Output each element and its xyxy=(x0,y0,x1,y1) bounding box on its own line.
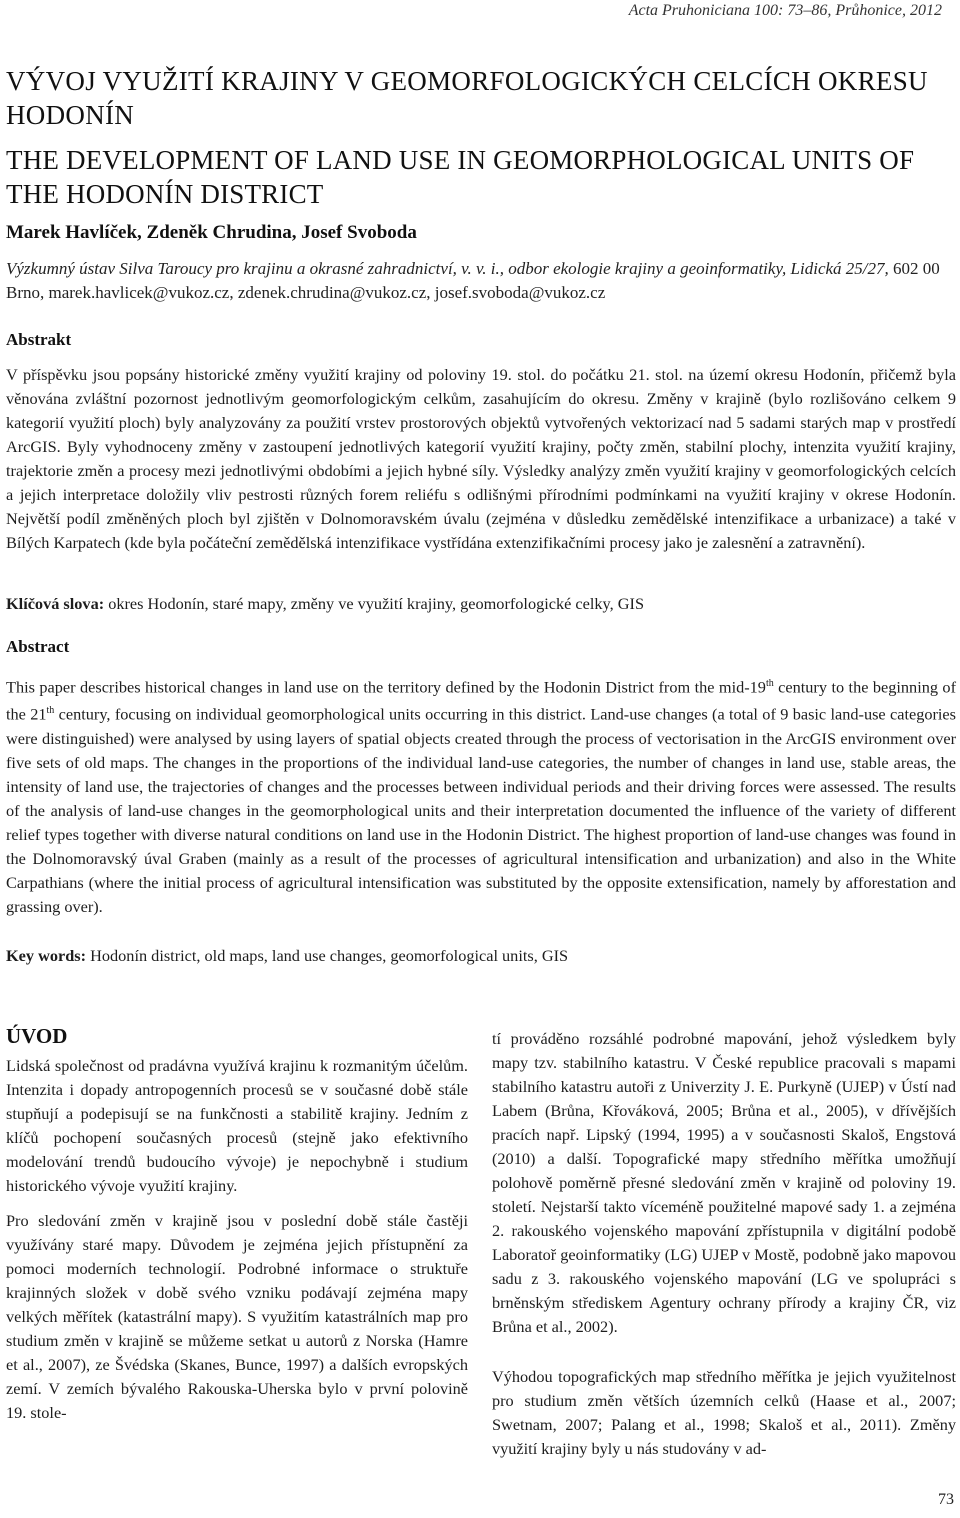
key-words-text: Hodonín district, old maps, land use changes, geomorfological units, GIS xyxy=(90,946,569,965)
key-words-label: Key words: xyxy=(6,946,87,965)
abstract-sup2: th xyxy=(46,705,55,717)
affiliation-department: odbor ekologie krajiny a geoinformatiky, Lidická 25/27, xyxy=(508,259,889,278)
abstrakt-heading: Abstrakt xyxy=(6,330,72,349)
klicova-slova-label: Klíčová slova: xyxy=(6,594,105,613)
abstract-text-part1: This paper describes historical changes in land use on the territory defined by the Hodonin District from the mid-19 xyxy=(6,677,766,697)
abstract-text xyxy=(6,672,956,919)
abstract-text-part2: century to the beginning of the 21 xyxy=(6,677,956,724)
affiliation xyxy=(6,257,960,305)
affiliation-institution: Výzkumný ústav Silva Taroucy pro krajinu a okrasné zahradnictví, v. v. i., xyxy=(6,259,504,278)
abstract-heading: Abstract xyxy=(6,637,70,656)
title-english: THE DEVELOPMENT OF LAND USE IN GEOMORPHOLOGICAL UNITS OF THE HODONÍN DISTRICT xyxy=(6,145,915,209)
uvod-left-paragraph-2: Pro sledování změn v krajině jsou v poslední době stále častěji využívány staré mapy. Důvodem je zejména jejich přístupnění za pomoci moderních technologií. Podrobné informace o struktuře krajinných složek v době svého vzniku podávají zejména mapy velkých měřítek (katastrální mapy). S využitím katastrálních map pro studium změn v krajině se můžeme setkat u autorů z Norska (Hamre et al., 2007), ze Švédska (Skanes, Bunce, 1997) a dalších evropských zemí. V zemích bývalého Rakouska-Uherska bylo v první polovině 19. stole- xyxy=(6,1211,468,1422)
uvod-right-paragraph-1: tí prováděno rozsáhlé podrobné mapování, jehož výsledkem byly mapy tzv. stabilního katastru. V České republice pracovali s mapami stabilního katastru autoři z Univerzity J. E. Purkyně (UJEP) v Ústí nad Labem (Brůna, Křováková, 2005; Brůna et al., 2005), v dřívějších pracích např. Lipský (1994, 1995) a v současnosti Skaloš, Engstová (2010) a další. Topografické mapy středního měřítka umožňují polohově poměrně přesné sledování změn v krajině od poloviny 19. století. Nejstarší takto víceméně použitelné mapové sady 1. a zejména 2. rakouského vojenského mapování zpřístupnila v digitální podobě Laboratoř geoinformatiky (LG) UJEP v Mostě, podobně jako mapovou sadu z 3. rakouského vojenského mapování (LG ve spolupráci s brněnským střediskem Agentury ochrany přírody a krajiny ČR, viz Brůna et al., 2002). xyxy=(492,1029,956,1336)
affiliation-contact: 602 00 Brno, marek.havlicek@vukoz.cz, zdenek.chrudina@vukoz.cz, josef.svoboda@vukoz.cz xyxy=(6,259,940,302)
klicova-slova-text: okres Hodonín, staré mapy, změny ve využití krajiny, geomorfologické celky, GIS xyxy=(108,594,644,613)
key-words xyxy=(6,944,956,968)
running-head: Acta Pruhoniciana 100: 73–86, Průhonice, 2012 xyxy=(628,2,942,19)
authors: Marek Havlíček, Zdeněk Chrudina, Josef Svoboda xyxy=(6,222,417,243)
page-number: 73 xyxy=(938,1491,954,1508)
uvod-heading: ÚVOD xyxy=(6,1024,68,1048)
title-czech: VÝVOJ VYUŽITÍ KRAJINY V GEOMORFOLOGICKÝCH CELCÍCH OKRESU HODONÍN xyxy=(6,66,928,130)
klicova-slova xyxy=(6,592,956,616)
abstrakt-text: V příspěvku jsou popsány historické změny využití krajiny od poloviny 19. stol. do počátku 21. stol. na území okresu Hodonín, přičemž byla věnována zvláštní pozornost jednotlivým geomorfologickým celkům, zasahujícím do okresu. Změny v krajině (bylo rozlišováno celkem 9 kategorií využití ploch) byly analyzovány za použití vrstev prostorových objektů vytvořených vektorizací nad 5 sadami starých map v prostředí ArcGIS. Byly vyhodnoceny změny v zastoupení jednotlivých kategorií využití krajiny, počty změn, stabilní plochy, intenzita využití krajiny, trajektorie změn a procesy mezi jednotlivými obdobími a jejich hybné síly. Výsledky analýzy změn využití krajiny v geomorfologických celcích a jejich interpretace doložily vliv pestrosti různých forem reliéfu s odlišnými přírodními podmínkami na využití krajiny v okrese Hodonín. Největší podíl změněných ploch byl zjištěn v Dolnomoravském úvalu (zejména v důsledku zemědělské intenzifikace a urbanizace) a také v Bílých Karpatech (kde byla počáteční zemědělská intenzifikace vystřídána extenzifikačními procesy jako je zalesnění a zatravnění). xyxy=(6,365,956,552)
uvod-left-paragraph-1: Lidská společnost od pradávna využívá krajinu k rozmanitým účelům. Intenzita i dopady antropogenních procesů se v současné době stále stupňují a podepisují se na funkčnosti a stabilitě krajiny. Jedním z klíčů pochopení současných procesů (stejně jako efektivního modelování trendů budoucího vývoje) je nepochybně i studium historického vývoje využití krajiny. xyxy=(6,1056,468,1195)
abstract-sup1: th xyxy=(765,678,774,689)
abstract-text-part3: century, focusing on individual geomorphological units occurring in this district. Land-use changes (a total of 9 basic land-use categories were distinguished) were analysed by using layers of spatial objects created through the process of vectorisation in the ArcGIS environment over five sets of old maps. The changes in the proportions of the individual land-use categories, the number of changes in land use, stable areas, the intensity of land use, the trajectories of changes and the processes between individual periods and their driving forces were assessed. The results of the analysis of land-use changes in the geomorphological units and their interpretation documented the influence of the variety of different relief types together with diverse natural conditions on land use in the Hodonin District. The highest proportion of land-use changes was found in the Dolnomoravský úval Graben (mainly as a result of the processes of agricultural intensification and urbanization) and also in the White Carpathians (where the initial process of agricultural intensification was substituted by the opposite extensification, namely by afforestation and grassing over). xyxy=(6,704,956,916)
uvod-right-paragraph-2: Výhodou topografických map středního měřítka je jejich využitelnost pro studium změn větších územních celků (Haase et al., 2007; Swetnam, 2007; Palang et al., 1998; Skaloš et al., 2011). Změny využití krajiny byly u nás studovány v ad- xyxy=(492,1367,956,1458)
